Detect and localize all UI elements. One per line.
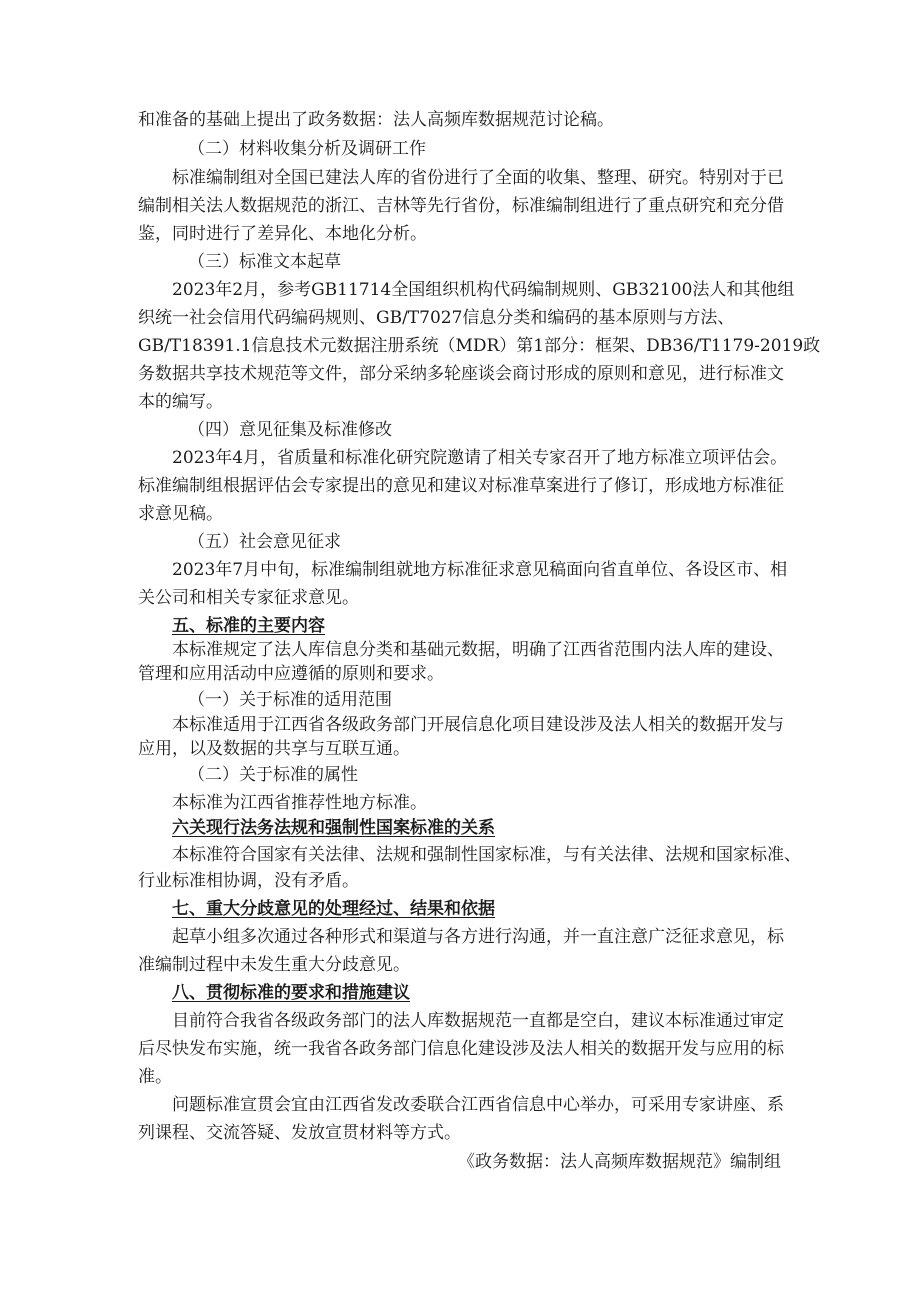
- paragraph-line: 标准编制组对全国已建法人库的省份进行了全面的收集、整理、研究。特别对于已: [172, 168, 784, 188]
- signature-line: 《政务数据：法人高频库数据规范》编制组: [458, 1152, 781, 1172]
- subsection-heading: （一）关于标准的适用范围: [188, 690, 392, 710]
- paragraph-line: 关公司和相关专家征求意见。: [138, 588, 359, 608]
- paragraph-line: 列课程、交流答疑、发放宣贯材料等方式。: [138, 1123, 461, 1143]
- subsection-heading: （四）意见征集及标准修改: [188, 420, 392, 440]
- subsection-heading: （五）社会意见征求: [188, 532, 341, 552]
- section-heading: 八、贯彻标准的要求和措施建议: [172, 983, 410, 1003]
- paragraph-line: 本标准适用于江西省各级政务部门开展信息化项目建设涉及法人相关的数据开发与: [172, 715, 784, 735]
- paragraph-line: 织统一社会信用代码编码规则、GB/T7027信息分类和编码的基本原则与方法、: [138, 308, 735, 328]
- section-heading: 六关现行法务法规和强制性国案标准的关系: [172, 818, 495, 838]
- paragraph-line: 问题标准宣贯会宜由江西省发改委联合江西省信息中心举办，可采用专家讲座、系: [172, 1095, 784, 1115]
- paragraph-line: 目前符合我省各级政务部门的法人库数据规范一直都是空白，建议本标准通过审定: [172, 1011, 784, 1031]
- paragraph-line: 标准编制组根据评估会专家提出的意见和建议对标准草案进行了修订，形成地方标准征: [138, 476, 784, 496]
- paragraph-line: 后尽快发布实施，统一我省各政务部门信息化建设涉及法人相关的数据开发与应用的标: [138, 1039, 784, 1059]
- section-heading: 五、标准的主要内容: [172, 616, 325, 636]
- paragraph-line: 本标准为江西省推荐性地方标准。: [172, 793, 427, 813]
- paragraph-line: 本标准规定了法人库信息分类和基础元数据，明确了江西省范围内法人库的建设、: [172, 640, 784, 660]
- paragraph-line: 管理和应用活动中应遵循的原则和要求。: [138, 664, 444, 684]
- paragraph-line: 务数据共享技术规范等文件，部分采纳多轮座谈会商讨形成的原则和意见，进行标准文: [138, 364, 784, 384]
- paragraph-line: 本的编写。: [138, 392, 223, 412]
- paragraph-line: 2023年4月，省质量和标准化研究院邀请了相关专家召开了地方标准立项评估会。: [172, 448, 788, 468]
- paragraph-line: 准编制过程中未发生重大分歧意见。: [138, 955, 410, 975]
- subsection-heading: （二）材料收集分析及调研工作: [188, 139, 426, 159]
- subsection-heading: （三）标准文本起草: [188, 252, 341, 272]
- subsection-heading: （二）关于标准的属性: [188, 765, 358, 785]
- section-heading: 七、重大分歧意见的处理经过、结果和依据: [172, 899, 495, 919]
- paragraph-line: 2023年2月，参考GB11714全国组织机构代码编制规则、GB32100法人和其他组: [172, 280, 795, 300]
- paragraph-line: GB/T18391.1信息技术元数据注册系统（MDR）第1部分：框架、DB36/T1179-2019政: [138, 336, 821, 356]
- paragraph-line: 准。: [138, 1067, 172, 1087]
- paragraph-line: 编制相关法人数据规范的浙江、吉林等先行省份，标准编制组进行了重点研究和充分借: [138, 196, 784, 216]
- paragraph-line: 和准备的基础上提出了政务数据：法人高频库数据规范讨论稿。: [138, 110, 614, 130]
- paragraph-line: 鉴，同时进行了差异化、本地化分析。: [138, 224, 427, 244]
- paragraph-line: 应用，以及数据的共享与互联互通。: [138, 739, 410, 759]
- paragraph-line: 求意见稿。: [138, 504, 223, 524]
- paragraph-line: 起草小组多次通过各种形式和渠道与各方进行沟通，并一直注意广泛征求意见，标: [172, 927, 784, 947]
- paragraph-line: 行业标准相协调，没有矛盾。: [138, 871, 359, 891]
- paragraph-line: 2023年7月中旬，标准编制组就地方标准征求意见稿面向省直单位、各设区市、相: [172, 560, 788, 580]
- paragraph-line: 本标准符合国家有关法律、法规和强制性国家标准，与有关法律、法规和国家标准、: [172, 845, 801, 865]
